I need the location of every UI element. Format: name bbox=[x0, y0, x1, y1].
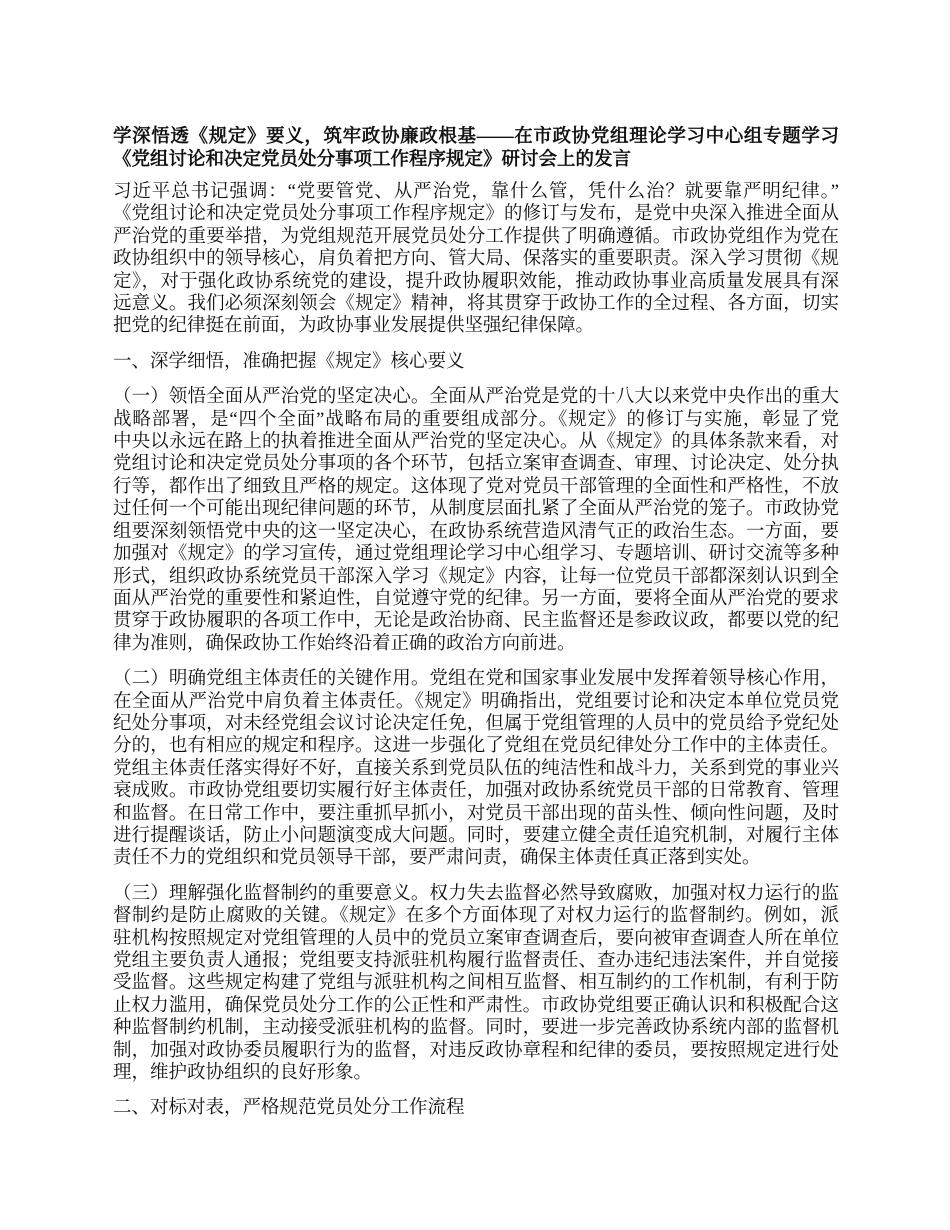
text-line: 习近平总书记强调：“党要管党、从严治党，靠什么管，凭什么治？就要靠严明纪律。” bbox=[113, 182, 839, 202]
text-line: 在全面从严治党中肩负着主体责任。《规定》明确指出，党组要讨论和决定本单位党员党 bbox=[113, 691, 839, 712]
document-title bbox=[113, 126, 839, 172]
text-line: （一）领悟全面从严治党的坚定决心。全面从严治党是党的十八大以来党中央作出的重大 bbox=[113, 387, 839, 408]
text-line: （二）明确党组主体责任的关键作用。党组在党和国家事业发展中发挥着领导核心作用， bbox=[113, 669, 839, 690]
text-line: 制，加强对政协委员履职行为的监督，对违反政协章程和纪律的委员，要按照规定进行处 bbox=[113, 1040, 839, 1061]
text-line: 政协组织中的领导核心，肩负着把方向、管大局、保落实的重要职责。深入学习贯彻《规 bbox=[113, 249, 839, 270]
text-line: 止权力滥用，确保党员处分工作的公正性和严肃性。市政协党组要正确认识和积极配合这 bbox=[113, 995, 839, 1016]
text-line: 过任何一个可能出现纪律问题的环节，从制度层面扎紧了全面从严治党的笼子。市政协党 bbox=[113, 499, 839, 520]
text-line: 面从严治党的重要性和紧迫性，自觉遵守党的纪律。另一方面，要将全面从严治党的要求 bbox=[113, 588, 839, 609]
section-heading-1: 一、深学细悟，准确把握《规定》核心要义 bbox=[113, 351, 465, 372]
text-line: 种监督制约机制，主动接受派驻机构的监督。同时，要进一步完善政协系统内部的监督机 bbox=[113, 1018, 839, 1039]
text-line: （三）理解强化监督制约的重要意义。权力失去监督必然导致腐败，加强对权力运行的监 bbox=[113, 883, 839, 904]
text-line: 《党组讨论和决定党员处分事项工作程序规定》的修订与发布，是党中央深入推进全面从 bbox=[113, 204, 839, 225]
text-line: 党组主要负责人通报；党组要支持派驻机构履行监督责任、查办违纪违法案件，并自觉接 bbox=[113, 951, 839, 971]
subsection-paragraph-3 bbox=[113, 883, 839, 1085]
subsection-paragraph-1 bbox=[113, 386, 839, 655]
text-line: 责任不力的党组织和党员领导干部，要严肃问责，确保主体责任真正落到实处。 bbox=[113, 848, 761, 869]
text-line: 驻机构按照规定对党组管理的人员中的党员立案审查调查后，要向被审查调查人所在单位 bbox=[113, 928, 839, 949]
text-line: 督制约是防止腐败的关键。《规定》在多个方面体现了对权力运行的监督制约。例如，派 bbox=[113, 906, 839, 927]
text-line: 进行提醒谈话，防止小问题演变成大问题。同时，要建立健全责任追究机制，对履行主体 bbox=[113, 825, 839, 846]
text-line: 纪处分事项，对未经党组会议讨论决定任免，但属于党组管理的人员中的党员给予党纪处 bbox=[113, 713, 839, 734]
text-line: 衰成败。市政协党组要切实履行好主体责任，加强对政协系统党员干部的日常教育、管理 bbox=[113, 781, 839, 802]
subsection-paragraph-2 bbox=[113, 668, 839, 870]
text-line: 贯穿于政协履职的各项工作中，无论是政治协商、民主监督还是参政议政，都要以党的纪 bbox=[113, 611, 839, 632]
text-line: 加强对《规定》的学习宣传，通过党组理论学习中心组学习、专题培训、研讨交流等多种 bbox=[113, 544, 839, 565]
text-line: 定》，对于强化政协系统党的建设，提升政协履职效能，推动政协事业高质量发展具有深 bbox=[113, 271, 839, 292]
text-line: 战略部署，是“四个全面”战略布局的重要组成部分。《规定》的修订与实施，彰显了党 bbox=[113, 409, 839, 430]
text-line: 律为准则，确保政协工作始终沿着正确的政治方向前进。 bbox=[113, 633, 576, 654]
title-line: 《党组讨论和决定党员处分事项工作程序规定》研讨会上的发言 bbox=[113, 150, 632, 170]
title-line: 学深悟透《规定》要义，筑牢政协廉政根基——在市政协党组理论学习中心组专题学习 bbox=[113, 127, 839, 147]
text-line: 严治党的重要举措，为党组规范开展党员处分工作提供了明确遵循。市政协党组作为党在 bbox=[113, 226, 839, 247]
text-line: 分的，也有相应的规定和程序。这进一步强化了党组在党员纪律处分工作中的主体责任。 bbox=[113, 736, 839, 757]
intro-paragraph bbox=[113, 181, 839, 338]
text-line: 行等，都作出了细致且严格的规定。这体现了党对党员干部管理的全面性和严格性，不放 bbox=[113, 476, 839, 497]
text-line: 组要深刻领悟党中央的这一坚定决心，在政协系统营造风清气正的政治生态。一方面，要 bbox=[113, 521, 839, 542]
text-line: 理，维护政协组织的良好形象。 bbox=[113, 1063, 373, 1084]
text-line: 受监督。这些规定构建了党组与派驻机构之间相互监督、相互制约的工作机制，有利于防 bbox=[113, 973, 839, 994]
section-heading-2: 二、对标对表，严格规范党员处分工作流程 bbox=[113, 1098, 465, 1119]
text-line: 中央以永远在路上的执着推进全面从严治党的坚定决心。从《规定》的具体条款来看，对 bbox=[113, 432, 839, 453]
document-page bbox=[113, 126, 839, 1133]
text-line: 形式，组织政协系统党员干部深入学习《规定》内容，让每一位党员干部都深刻认识到全 bbox=[113, 566, 839, 587]
text-line: 党组讨论和决定党员处分事项的各个环节，包括立案审查调查、审理、讨论决定、处分执 bbox=[113, 454, 839, 475]
text-line: 把党的纪律挺在前面，为政协事业发展提供坚强纪律保障。 bbox=[113, 316, 595, 337]
text-line: 远意义。我们必须深刻领会《规定》精神，将其贯穿于政协工作的全过程、各方面，切实 bbox=[113, 294, 839, 315]
text-line: 党组主体责任落实得好不好，直接关系到党员队伍的纯洁性和战斗力，关系到党的事业兴 bbox=[113, 758, 839, 779]
text-line: 和监督。在日常工作中，要注重抓早抓小，对党员干部出现的苗头性、倾向性问题，及时 bbox=[113, 803, 839, 824]
